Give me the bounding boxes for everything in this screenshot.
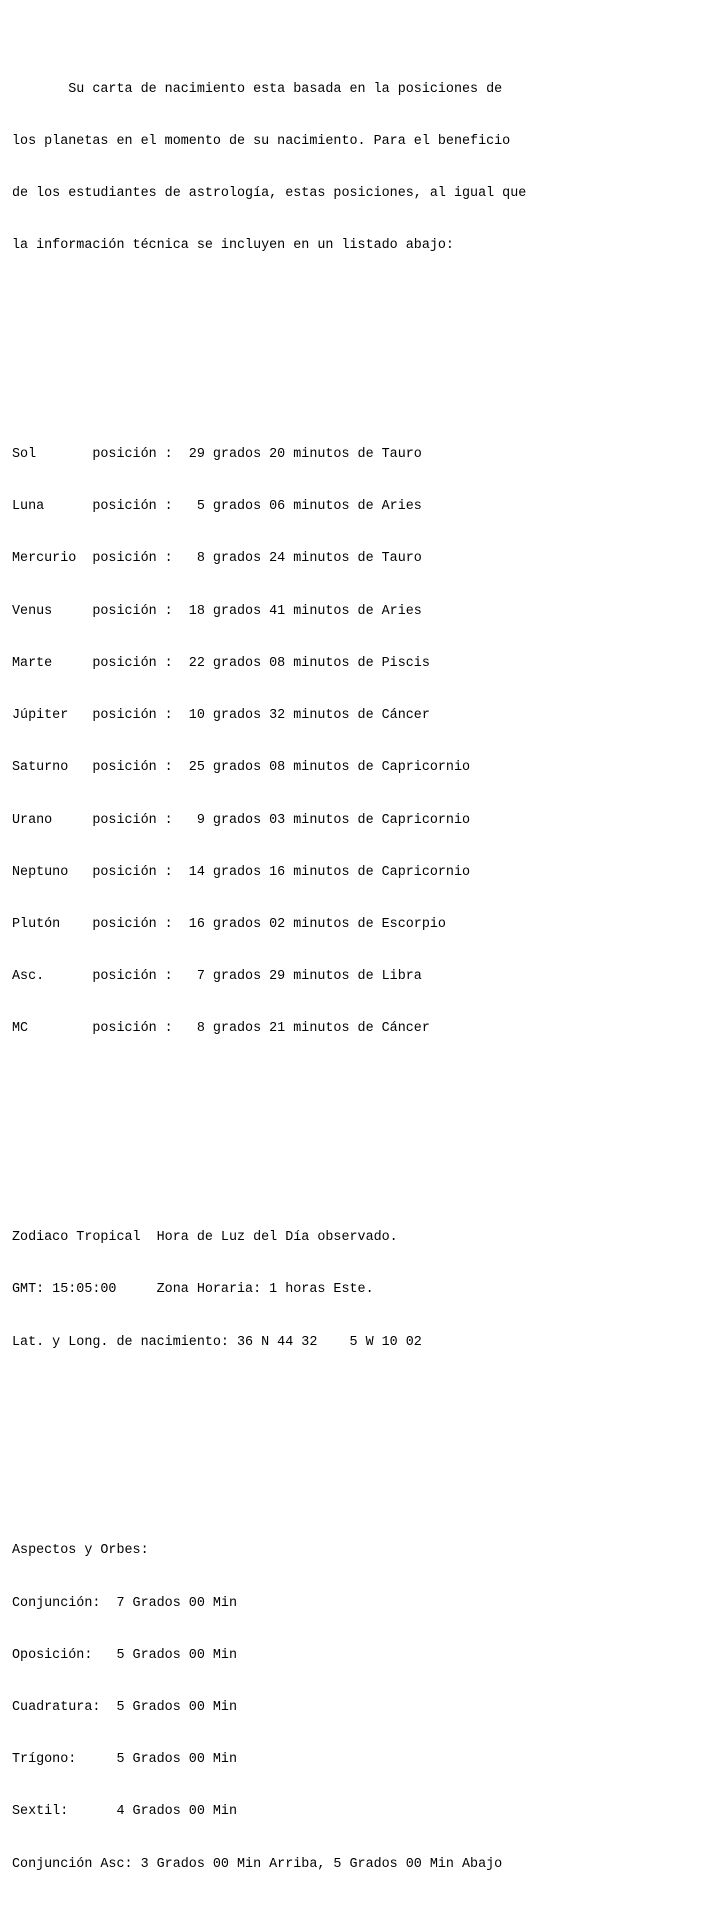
zodiac-line: Zodiaco Tropical Hora de Luz del Día observado. (12, 1230, 398, 1246)
position-row-urano: Urano posición : 9 grados 03 minutos de Capricornio (12, 812, 471, 828)
aspect-row-oposicion: Oposición: 5 Grados 00 Min (12, 1647, 237, 1663)
gmt-line: GMT: 15:05:00 Zona Horaria: 1 horas Este. (12, 1282, 374, 1298)
planet-positions-list (12, 411, 702, 1072)
position-row-venus: Venus posición : 18 grados 41 minutos de Aries (12, 603, 422, 619)
intro-line: Su carta de nacimiento esta basada en la posiciones de (12, 81, 503, 97)
position-row-mercurio: Mercurio posición : 8 grados 24 minutos de Tauro (12, 551, 422, 567)
position-row-neptuno: Neptuno posición : 14 grados 16 minutos de Capricornio (12, 864, 471, 880)
position-row-pluton: Plutón posición : 16 grados 02 minutos de Escorpio (12, 916, 446, 932)
position-row-mc: MC posición : 8 grados 21 minutos de Cáncer (12, 1021, 430, 1037)
spacer (12, 1125, 702, 1142)
spacer (12, 1438, 702, 1455)
position-row-sol: Sol posición : 29 grados 20 minutos de Tauro (12, 447, 422, 463)
position-row-luna: Luna posición : 5 grados 06 minutos de Aries (12, 499, 422, 515)
position-row-marte: Marte posición : 22 grados 08 minutos de Piscis (12, 655, 430, 671)
intro-line: la información técnica se incluyen en un listado abajo: (12, 238, 454, 254)
intro-paragraph (12, 46, 702, 290)
spacer (12, 342, 702, 359)
aspects-heading: Aspectos y Orbes: (12, 1543, 149, 1559)
intro-line: los planetas en el momento de su nacimiento. Para el beneficio (12, 133, 511, 149)
position-row-saturno: Saturno posición : 25 grados 08 minutos de Capricornio (12, 760, 471, 776)
intro-line: de los estudiantes de astrología, estas posiciones, al igual que (12, 186, 527, 202)
aspect-row-trigono: Trígono: 5 Grados 00 Min (12, 1752, 237, 1768)
birth-chart-report (12, 11, 702, 1925)
technical-info (12, 1194, 702, 1385)
position-row-jupiter: Júpiter posición : 10 grados 32 minutos de Cáncer (12, 708, 430, 724)
aspect-row-conjuncion: Conjunción: 7 Grados 00 Min (12, 1595, 237, 1611)
aspects-section (12, 1508, 702, 1908)
position-row-asc: Asc. posición : 7 grados 29 minutos de Libra (12, 969, 422, 985)
lat-long-line: Lat. y Long. de nacimiento: 36 N 44 32 5 W 10 02 (12, 1334, 422, 1350)
aspect-row-sextil: Sextil: 4 Grados 00 Min (12, 1804, 237, 1820)
aspect-row-conjuncion-asc: Conjunción Asc: 3 Grados 00 Min Arriba, 5 Grados 00 Min Abajo (12, 1856, 503, 1872)
aspect-row-cuadratura: Cuadratura: 5 Grados 00 Min (12, 1700, 237, 1716)
